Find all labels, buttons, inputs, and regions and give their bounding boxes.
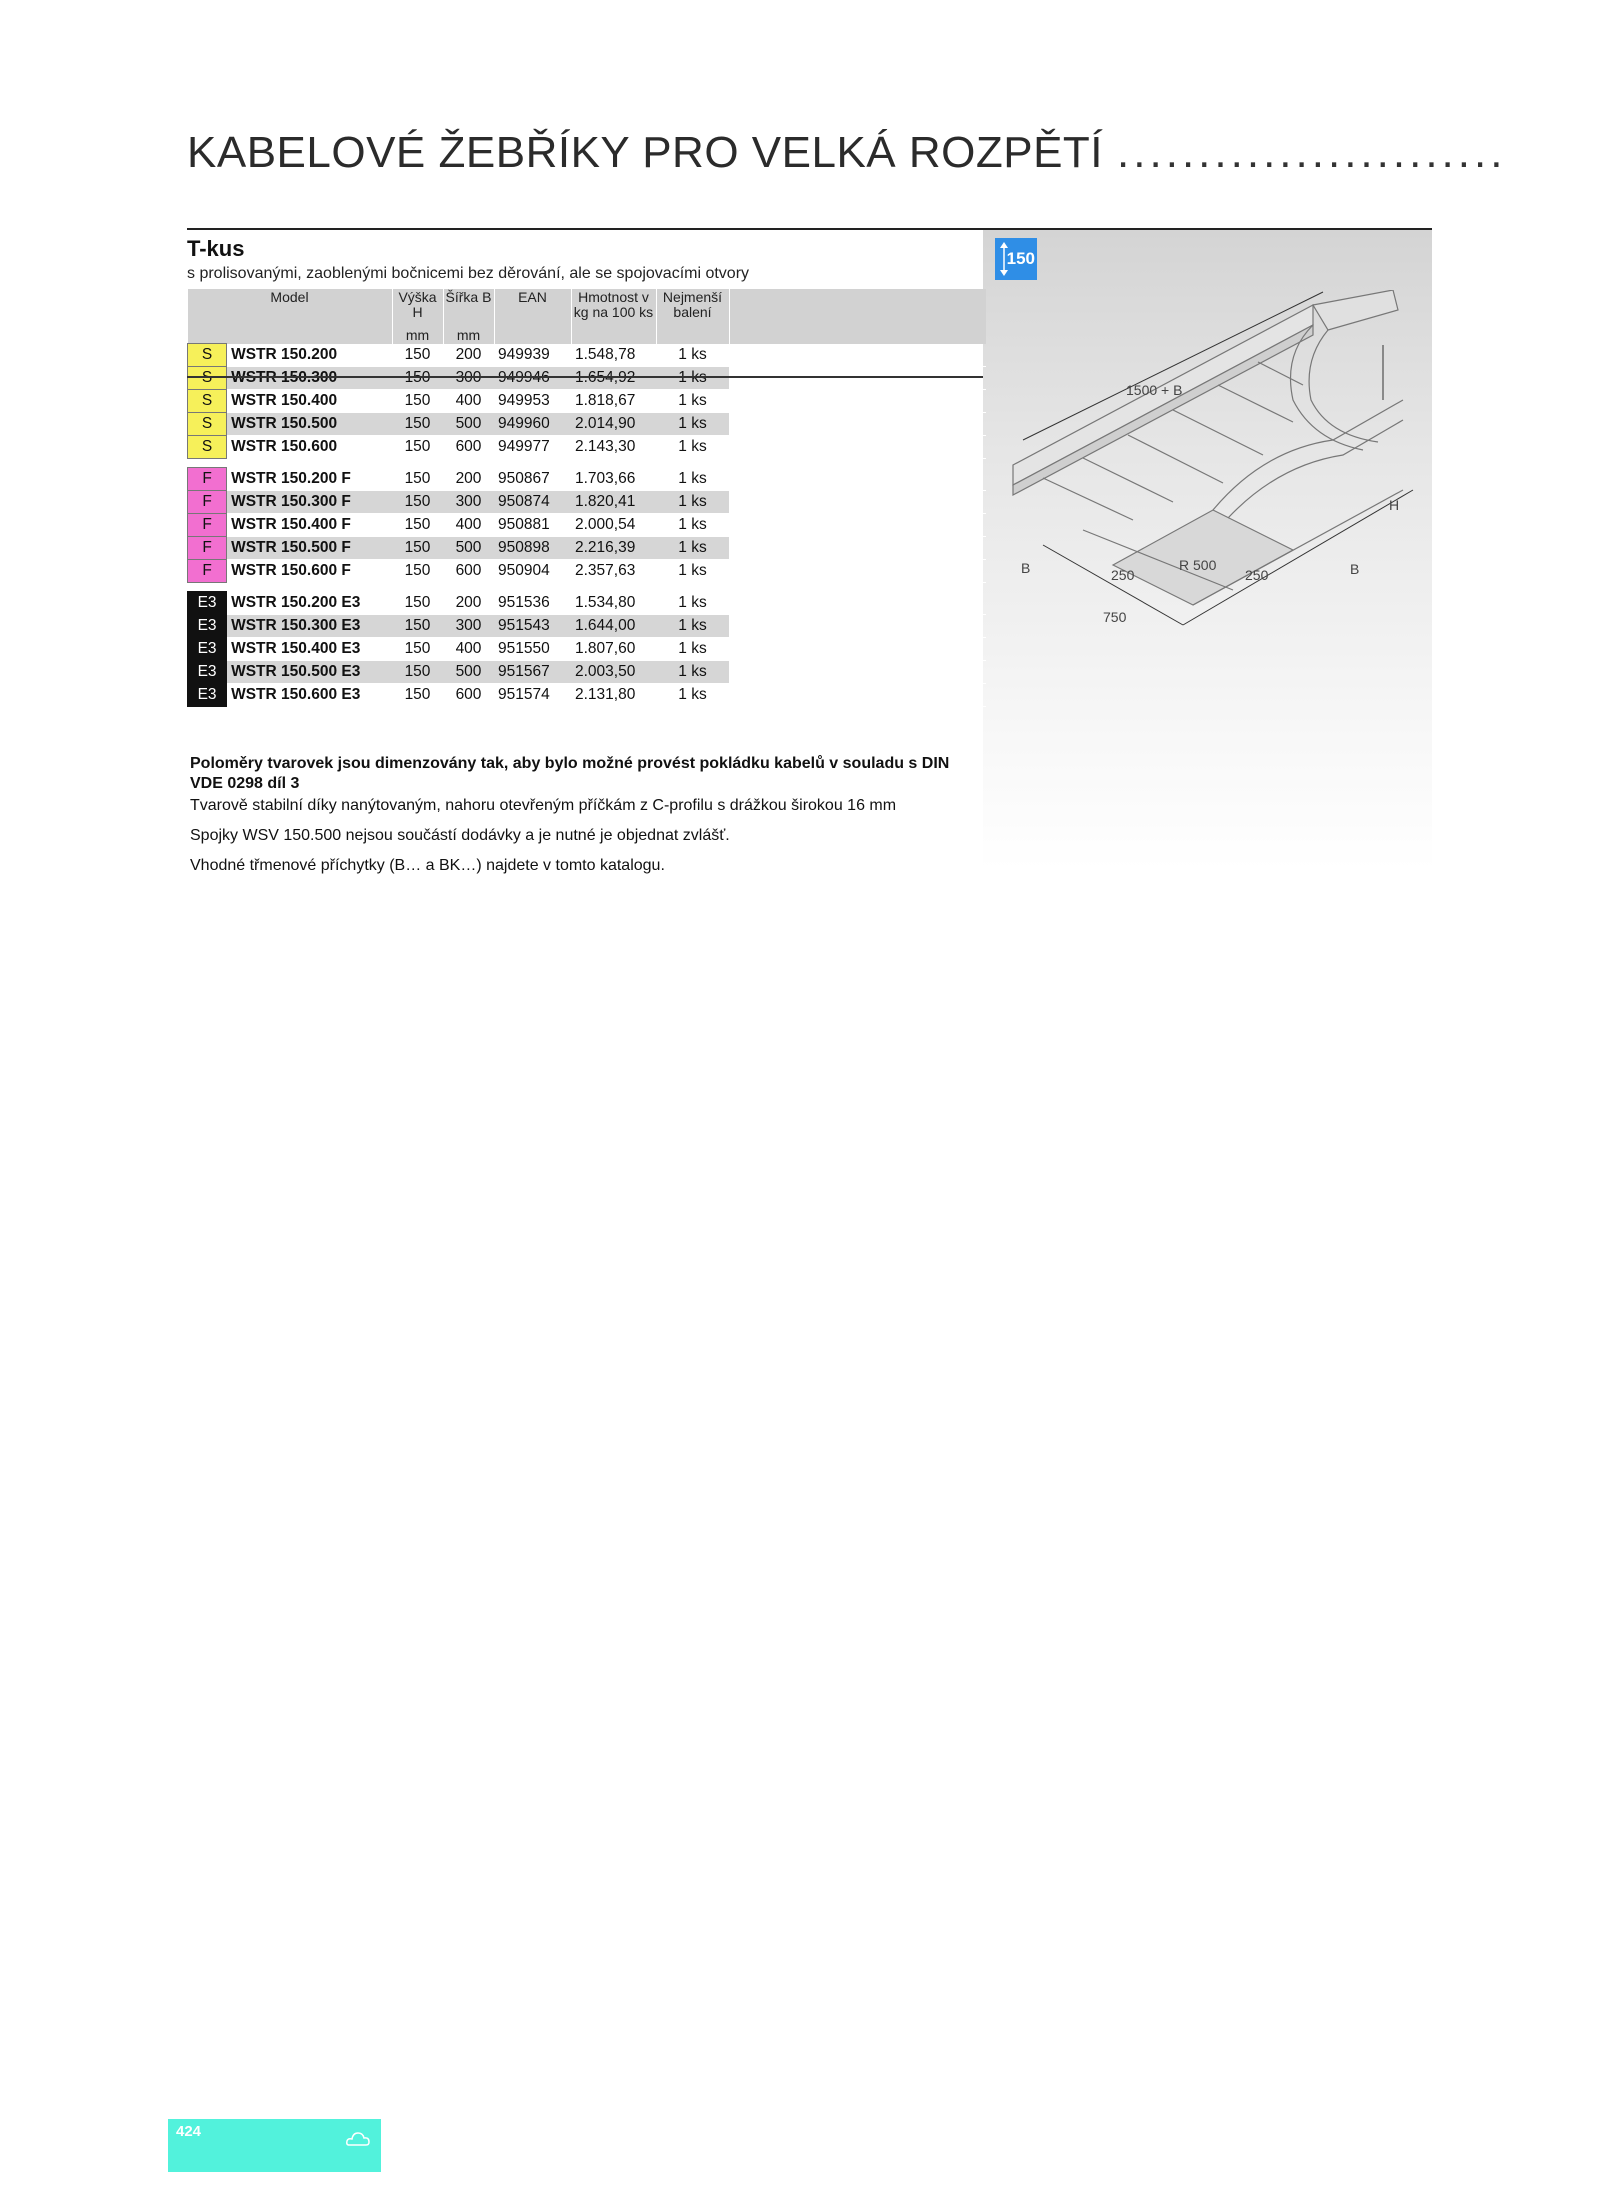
class-badge: S bbox=[188, 413, 227, 436]
class-badge: E3 bbox=[188, 684, 227, 707]
table-row bbox=[188, 638, 986, 661]
ean-cell: 951574 bbox=[494, 684, 571, 707]
class-badge: S bbox=[188, 344, 227, 367]
page-number: 424 bbox=[176, 2123, 202, 2140]
model-cell: WSTR 150.400 F bbox=[227, 514, 392, 537]
class-badge: S bbox=[188, 436, 227, 459]
class-badge: F bbox=[188, 560, 227, 583]
model-cell: WSTR 150.300 F bbox=[227, 491, 392, 514]
class-badge: E3 bbox=[188, 615, 227, 638]
note-line-2: Spojky WSV 150.500 nejsou součástí dodávky a je nutné je objednat zvlášť. bbox=[190, 827, 730, 844]
height-cell bbox=[392, 367, 443, 390]
model-cell: WSTR 150.400 bbox=[227, 390, 392, 413]
dim-250-right: 250 bbox=[1245, 567, 1269, 583]
pack-cell: 1 ks bbox=[656, 491, 729, 514]
class-badge: E3 bbox=[188, 661, 227, 684]
mass-cell: 1.807,60 bbox=[571, 638, 656, 661]
height-cell: 150 bbox=[392, 390, 443, 413]
section-subtitle: s prolisovanými, zaoblenými bočnicemi bez děrování, ale se spojovacími otvory bbox=[187, 265, 750, 282]
height-cell: 150 bbox=[392, 560, 443, 583]
model-cell: WSTR 150.300 E3 bbox=[227, 615, 392, 638]
model-cell: WSTR 150.500 E3 bbox=[227, 661, 392, 684]
col-pack: Nejmenší balení bbox=[656, 289, 729, 321]
height-cell: 150 bbox=[392, 684, 443, 707]
table-row bbox=[188, 615, 986, 638]
group-gap bbox=[188, 583, 986, 592]
col-spacer bbox=[729, 289, 986, 321]
table-row bbox=[188, 413, 986, 436]
ean-cell: 950867 bbox=[494, 468, 571, 491]
width-cell: 500 bbox=[443, 661, 494, 684]
ean-cell: 949977 bbox=[494, 436, 571, 459]
pack-cell: 1 ks bbox=[656, 560, 729, 583]
pack-cell: 1 ks bbox=[656, 413, 729, 436]
height-cell: 150 bbox=[392, 537, 443, 560]
pack-cell: 1 ks bbox=[656, 592, 729, 615]
pack-cell: 1 ks bbox=[656, 468, 729, 491]
ean-cell: 949960 bbox=[494, 413, 571, 436]
pack-cell: 1 ks bbox=[656, 390, 729, 413]
width-cell: 600 bbox=[443, 684, 494, 707]
footer-page-tab bbox=[168, 2119, 381, 2172]
width-cell: 300 bbox=[443, 491, 494, 514]
table-row bbox=[188, 344, 986, 367]
table-row bbox=[188, 436, 986, 459]
mass-cell: 2.143,30 bbox=[571, 436, 656, 459]
unit-height: mm bbox=[392, 321, 443, 344]
model-cell: WSTR 150.200 E3 bbox=[227, 592, 392, 615]
dim-b-right: B bbox=[1350, 561, 1360, 577]
dim-b-left: B bbox=[1021, 560, 1031, 576]
table-row bbox=[188, 684, 986, 707]
pack-cell: 1 ks bbox=[656, 638, 729, 661]
model-cell: WSTR 150.500 F bbox=[227, 537, 392, 560]
height-cell: 150 bbox=[392, 413, 443, 436]
product-table bbox=[187, 289, 986, 707]
col-model: Model bbox=[188, 289, 393, 321]
height-cell: 150 bbox=[392, 491, 443, 514]
height-badge bbox=[995, 238, 1037, 280]
table-row bbox=[188, 514, 986, 537]
width-cell: 600 bbox=[443, 436, 494, 459]
pack-cell: 1 ks bbox=[656, 684, 729, 707]
height-cell: 150 bbox=[392, 615, 443, 638]
note-line-1: Tvarově stabilní díky nanýtovaným, nahoru otevřeným příčkám z C-profilu s drážkou širokou 16 mm bbox=[190, 797, 897, 814]
dim-250-left: 250 bbox=[1111, 567, 1135, 583]
ean-cell: 951543 bbox=[494, 615, 571, 638]
table-row bbox=[188, 661, 986, 684]
table-header-rule bbox=[187, 376, 983, 378]
width-cell: 500 bbox=[443, 413, 494, 436]
width-cell: 500 bbox=[443, 537, 494, 560]
height-cell: 150 bbox=[392, 661, 443, 684]
pack-cell: 1 ks bbox=[656, 436, 729, 459]
note-line-3: Vhodné třmenové příchytky (B… a BK…) najdete v tomto katalogu. bbox=[190, 857, 665, 874]
ean-cell: 949939 bbox=[494, 344, 571, 367]
mass-cell: 1.703,66 bbox=[571, 468, 656, 491]
pack-cell: 1 ks bbox=[656, 514, 729, 537]
width-cell: 400 bbox=[443, 638, 494, 661]
model-cell: WSTR 150.600 bbox=[227, 436, 392, 459]
width-cell: 200 bbox=[443, 592, 494, 615]
ean-cell: 950898 bbox=[494, 537, 571, 560]
title-leader-dots: ........................ bbox=[1117, 128, 1507, 177]
model-cell: WSTR 150.600 F bbox=[227, 560, 392, 583]
section-title: T-kus bbox=[187, 236, 245, 261]
ean-cell: 951550 bbox=[494, 638, 571, 661]
t-piece-drawing bbox=[983, 290, 1432, 690]
table-row bbox=[188, 537, 986, 560]
class-badge: E3 bbox=[188, 592, 227, 615]
dim-top: 1500 + B bbox=[1126, 382, 1183, 398]
mass-cell: 2.131,80 bbox=[571, 684, 656, 707]
width-cell: 600 bbox=[443, 560, 494, 583]
width-cell: 200 bbox=[443, 468, 494, 491]
ean-cell: 950904 bbox=[494, 560, 571, 583]
class-badge: F bbox=[188, 491, 227, 514]
ean-cell: 949953 bbox=[494, 390, 571, 413]
mass-cell: 2.216,39 bbox=[571, 537, 656, 560]
class-badge: F bbox=[188, 514, 227, 537]
ean-cell: 950874 bbox=[494, 491, 571, 514]
col-mass: Hmotnost v kg na 100 ks bbox=[571, 289, 656, 321]
height-cell: 150 bbox=[392, 344, 443, 367]
width-cell: 400 bbox=[443, 514, 494, 537]
table-body bbox=[188, 344, 986, 707]
table-row bbox=[188, 491, 986, 514]
class-badge: F bbox=[188, 468, 227, 491]
pack-cell: 1 ks bbox=[656, 344, 729, 367]
mass-cell: 1.820,41 bbox=[571, 491, 656, 514]
col-ean: EAN bbox=[494, 289, 571, 321]
height-cell: 150 bbox=[392, 468, 443, 491]
height-cell: 150 bbox=[392, 592, 443, 615]
page-title bbox=[187, 128, 1547, 178]
model-cell: WSTR 150.200 F bbox=[227, 468, 392, 491]
mass-cell: 1.548,78 bbox=[571, 344, 656, 367]
ean-cell: 951567 bbox=[494, 661, 571, 684]
mass-cell: 1.644,00 bbox=[571, 615, 656, 638]
table-units-row bbox=[188, 321, 986, 344]
mass-cell: 2.014,90 bbox=[571, 413, 656, 436]
mass-cell: 2.357,63 bbox=[571, 560, 656, 583]
group-gap bbox=[188, 459, 986, 468]
class-badge: F bbox=[188, 537, 227, 560]
model-cell bbox=[227, 367, 392, 390]
pack-cell: 1 ks bbox=[656, 615, 729, 638]
height-arrow-icon bbox=[999, 241, 1009, 277]
pack-cell bbox=[656, 367, 729, 390]
height-cell: 150 bbox=[392, 638, 443, 661]
col-width: Šířka B bbox=[443, 289, 494, 321]
height-badge-value: 150 bbox=[1006, 249, 1035, 268]
mass-cell: 2.000,54 bbox=[571, 514, 656, 537]
pack-cell: 1 ks bbox=[656, 661, 729, 684]
col-height: Výška H bbox=[392, 289, 443, 321]
table-row bbox=[188, 560, 986, 583]
class-badge bbox=[188, 367, 227, 390]
unit-width: mm bbox=[443, 321, 494, 344]
note-bold: Poloměry tvarovek jsou dimenzovány tak, aby bylo možné provést pokládku kabelů v souladu s DIN VDE 0298 díl 3 bbox=[190, 755, 950, 792]
pack-cell: 1 ks bbox=[656, 537, 729, 560]
width-cell: 400 bbox=[443, 390, 494, 413]
mass-cell bbox=[571, 367, 656, 390]
dim-h: H bbox=[1389, 497, 1400, 513]
model-cell: WSTR 150.600 E3 bbox=[227, 684, 392, 707]
mass-cell: 1.818,67 bbox=[571, 390, 656, 413]
table-row bbox=[188, 592, 986, 615]
model-cell: WSTR 150.400 E3 bbox=[227, 638, 392, 661]
mass-cell: 2.003,50 bbox=[571, 661, 656, 684]
height-cell: 150 bbox=[392, 436, 443, 459]
mass-cell: 1.534,80 bbox=[571, 592, 656, 615]
table-row bbox=[188, 468, 986, 491]
ean-cell: 950881 bbox=[494, 514, 571, 537]
height-cell: 150 bbox=[392, 514, 443, 537]
table-row bbox=[188, 390, 986, 413]
model-cell: WSTR 150.200 bbox=[227, 344, 392, 367]
table-row bbox=[188, 367, 986, 390]
width-cell bbox=[443, 367, 494, 390]
notes bbox=[190, 754, 980, 886]
page-title-text: KABELOVÉ ŽEBŘÍKY PRO VELKÁ ROZPĚTÍ bbox=[187, 128, 1104, 177]
dim-r500: R 500 bbox=[1179, 557, 1217, 573]
table-header-row bbox=[188, 289, 986, 321]
ean-cell bbox=[494, 367, 571, 390]
dim-750: 750 bbox=[1103, 609, 1127, 625]
cloud-icon bbox=[344, 2125, 372, 2153]
model-cell: WSTR 150.500 bbox=[227, 413, 392, 436]
class-badge: S bbox=[188, 390, 227, 413]
width-cell: 200 bbox=[443, 344, 494, 367]
class-badge: E3 bbox=[188, 638, 227, 661]
ean-cell: 951536 bbox=[494, 592, 571, 615]
width-cell: 300 bbox=[443, 615, 494, 638]
